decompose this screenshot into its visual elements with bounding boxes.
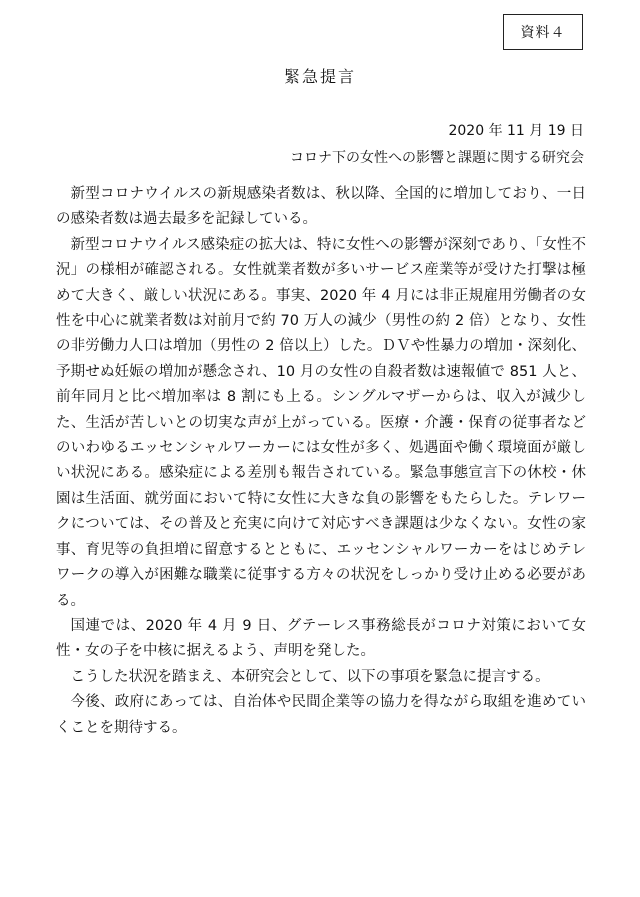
document-date: 2020 年 11 月 19 日: [448, 123, 584, 139]
document-title: 緊急提言: [283, 67, 356, 86]
paragraph: 新型コロナウイルス感染症の拡大は、特に女性への影響が深刻であり、「女性不況」の様相が確認される。女性就業者数が多いサービス産業等が受けた打撃は極めて大きく、厳しい状況にある。事実、2020 年 4 月には非正規雇用労働者の女性を中心に就業者数は対前月で約 70 万人の減少（男性の約 2 倍）となり、女性の非労働力人口は増加（男性の 2 倍以上）した。ＤＶや性暴力の増加・深刻化、予期せぬ妊娠の増加が懸念され、10 月の女性の自殺者数は速報値で 851 人と、前年同月と比べ増加率は 8 割にも上る。シングルマザーからは、収入が減少した、生活が苦しいとの切実な声が上がっている。医療・介護・保育の従事者などのいわゆるエッセンシャルワーカーには女性が多く、処遇面や働く環境面が厳しい状況にある。感染症による差別も報告されている。緊急事態宣言下の休校・休園は生活面、就労面において特に女性に大きな負の影響をもたらした。テレワークについては、その普及と充実に向けて対応すべき課題は少なくない。女性の家事、育児等の負担増に留意するとともに、エッセンシャルワーカーをはじめテレワークの導入が困難な職業に従事する方々の状況をしっかり受け止める必要がある。: [56, 236, 586, 609]
document-body: [56, 182, 586, 741]
paragraph: こうした状況を踏まえ、本研究会として、以下の事項を緊急に提言する。: [70, 668, 550, 685]
document-meta: [290, 118, 584, 172]
document-organization: コロナ下の女性への影響と課題に関する研究会: [290, 150, 584, 166]
paragraph: 新型コロナウイルスの新規感染者数は、秋以降、全国的に増加しており、一日の感染者数は過去最多を記録している。: [56, 186, 586, 228]
paragraph: 今後、政府にあっては、自治体や民間企業等の協力を得ながら取組を進めていくことを期待する。: [56, 694, 586, 736]
document-label: 資料４: [503, 14, 583, 50]
paragraph: 国連では、2020 年 4 月 9 日、グテーレス事務総長がコロナ対策において女性・女の子を中核に据えるよう、声明を発した。: [56, 617, 586, 660]
